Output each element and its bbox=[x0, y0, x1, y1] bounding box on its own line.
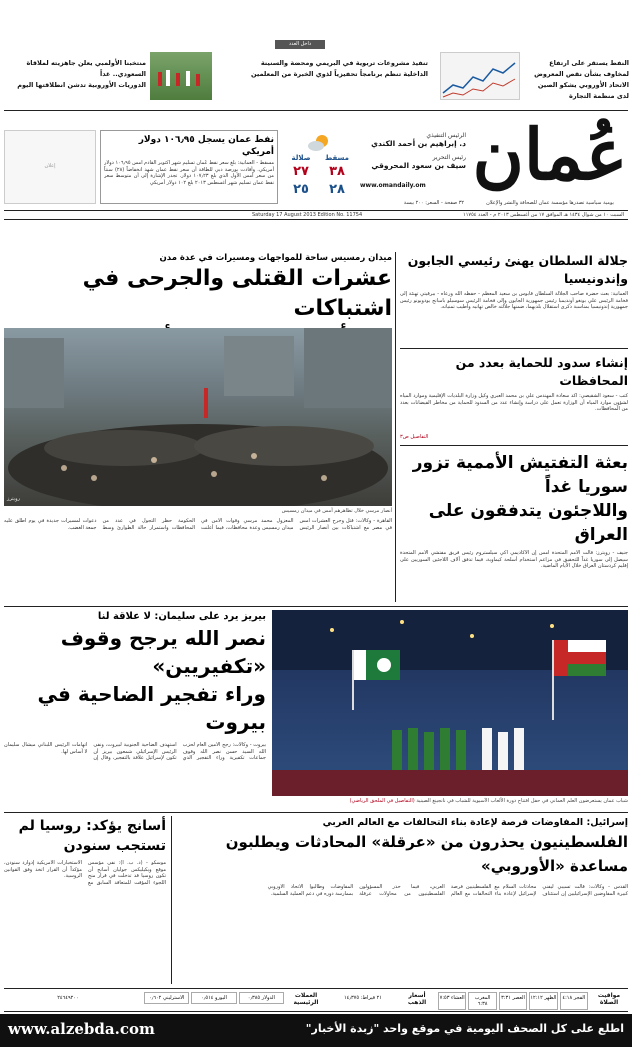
prayer-times bbox=[438, 992, 588, 1010]
prayer-time: العصر ٣:٣١ bbox=[499, 992, 527, 1010]
editor-title: رئيس التحرير bbox=[432, 154, 466, 161]
teaser-item[interactable]: الاتحاد الأوروبي يشكو الصين لدى منظمة التجارة bbox=[537, 81, 629, 100]
right-column bbox=[400, 252, 628, 604]
story-syria-body: جنيف - رويترز: قالت الأمم المتحدة أمس إن الأكاديمي آكي سيلستروم رئيس فريق مفتشي الأمم المتحدة سيصل إلى سوريا غداً للتحقيق في مزاعم استخدام أسلحة كيماوية، فيما تدفق آلاف اللاجئين السوريين على إقليم كردستان العراق خلال الأيام الماضية. bbox=[400, 550, 628, 569]
crowd-photo-icon bbox=[4, 328, 392, 506]
oil-body: مسقط - العمانية: بلغ سعر نفط عُمان تسليم شهر أكتوبر القادم أمس ١٠٦٫٩٥ دولار أمريكي. وأفادت بورصة دبي للطاقة أن سعر نفط عمان شهد انخفاضاً (٢٨) سنتاً من سعر أمس الأول الذي بلغ ١٠٧٫٢٣ دولار. تجدر الإشارة إلى أن متوسط سعر نفط عمان تسليم شهر أغسطس ٢٠١٣ بلغ ١٠٢ دولار أمريكي bbox=[104, 160, 274, 186]
teaser-item[interactable]: تنفيذ مشروعات تربوية في البريمي ومحضة والسنينة bbox=[260, 59, 428, 67]
newspaper-logo: عُمان bbox=[472, 113, 628, 196]
lead-photo bbox=[4, 328, 392, 506]
teaser-right bbox=[524, 58, 629, 102]
ceo-name: د. إبراهيم بن أحمد الكندي bbox=[371, 139, 466, 148]
israel-headline[interactable]: الفلسطينيون يحذرون من «عرقلة» المحادثات ويطلبون مساعدة «الأوروبي» bbox=[225, 833, 628, 875]
website-link[interactable]: www.omandaily.om bbox=[360, 182, 426, 189]
oil-headline[interactable]: نفط عمان يسجل ١٠٦٫٩٥ دولار أمريكي bbox=[138, 135, 274, 157]
currency-rate: اليورو ٠٫٥١٤ bbox=[191, 992, 236, 1004]
israel-body: القدس - وكالات: قالت تسيبي ليفني كبيرة المفاوضين الإسرائيليين إن استئناف محادثات السلام مع الفلسطينيين فرصة لإسرائيل لإعادة بناء التحالفات مع العالم العربي، فيما حذر المسؤولون الفلسطينيون من محاولات عرقلة المفاوضات وطالبوا الاتحاد الأوروبي بممارسة دوره في دعم العملية السلمية. bbox=[267, 884, 628, 897]
hezbollah-body: بيروت - وكالات: رجح الأمين العام لحزب الله السيد حسن نصر الله وقوف جماعات تكفيرية وراء التفجير الذي استهدف الضاحية الجنوبية لبيروت، ونفى الرئيس الإسرائيلي شمعون بيريز أن تكون لإسرائيل علاقة بالتفجير، وقال إن اتهامات الرئيس اللبناني ميشال سليمان لا أساس لها. bbox=[4, 742, 266, 761]
pages-price: ٣٢ صفحة - السعر: ٢٠٠ بيسة bbox=[403, 200, 465, 206]
story-syria-headline-2[interactable]: واللاجئون يتدفقون على العراق bbox=[428, 501, 628, 545]
sun-cloud-icon bbox=[306, 132, 332, 152]
story-sultan-body: العمانية: بعث حضرة صاحب الجلالة السلطان قابوس بن سعيد المعظم - حفظه الله ورعاه - ببرقيتي تهنئة إلى فخامة الرئيس علي بونغو أونديمبا رئيس جمهورية الجابون وإلى فخامة الرئيس سوسيلو بامبانج يودويونو رئيس جمهورية إندونيسيا بمناسبة ذكرى استقلال بلديهما، ضمنها جلالته خالص تهانيه وأطيب تمنياته. bbox=[400, 291, 628, 310]
prayer-time: المغرب ٦:٣٨ bbox=[468, 992, 496, 1010]
footer-url[interactable]: www.alzebda.com bbox=[8, 1020, 155, 1038]
story-syria-headline-1[interactable]: بعثة التفتيش الأممية تزور سوريا غداً bbox=[412, 453, 628, 497]
assange-headline-2[interactable]: تستجب سنودن bbox=[63, 838, 166, 854]
players-icon bbox=[150, 52, 212, 100]
assange-body: موسكو - (د. ب. أ): نفى مؤسس موقع ويكيليكس جوليان أسانج أن تكون روسيا قد تدخلت في قرار منح اللجوء المؤقت للمتعاقد السابق مع الاستخبارات الأمريكية إدوارد سنودن، مؤكداً أن القرار اتخذ وفق القوانين الروسية. bbox=[4, 860, 166, 886]
date-line bbox=[4, 210, 628, 220]
teaser-item[interactable]: منتخبنا الأولمبي يعلن جاهزيته لملاقاة السعودي.. غداً bbox=[26, 59, 146, 78]
prayer-time: الفجر ٤:١٨ bbox=[560, 992, 588, 1010]
story-dams-more[interactable]: التفاصيل ص٣ bbox=[400, 434, 429, 440]
footer-banner[interactable] bbox=[0, 1014, 632, 1047]
gold-label: أسعار الذهب bbox=[407, 992, 427, 1006]
editor-name: سيف بن سعود المحروقي bbox=[371, 161, 466, 170]
divider bbox=[400, 445, 628, 446]
opening-ceremony-icon bbox=[272, 610, 628, 796]
masthead bbox=[0, 112, 632, 242]
teaser-left bbox=[4, 58, 146, 91]
date-arabic: السبت ١٠ من شوال ١٤٣٤ هـ الموافق ١٧ من أغسطس ٢٠١٣ م - العدد ١١٧٥٤ bbox=[463, 212, 624, 218]
hezbollah-story bbox=[4, 610, 266, 810]
sports-caption bbox=[272, 798, 628, 804]
phone-number: ٢٤٦٤٩٢٠٠ bbox=[57, 995, 79, 1001]
info-bar bbox=[4, 988, 628, 1012]
divider bbox=[4, 110, 628, 111]
prayer-label: مواقيت الصلاة bbox=[597, 992, 621, 1006]
weather-high-muscat: ٣٨ bbox=[329, 164, 345, 179]
hezbollah-headline-2[interactable]: وراء تفجير الضاحية في بيروت bbox=[37, 682, 266, 734]
top-teasers bbox=[0, 40, 632, 106]
story-dams-headline[interactable]: إنشاء سدود للحماية بعدد من المحافظات bbox=[455, 355, 628, 388]
sports-photo bbox=[272, 610, 628, 796]
weather-low-salalah: ٢٥ bbox=[293, 182, 309, 197]
weather-high-salalah: ٢٧ bbox=[293, 164, 309, 179]
sports-caption-more[interactable]: (التفاصيل في الملحق الرياضي) bbox=[349, 798, 415, 804]
currency-label: العملات الرئيسية bbox=[293, 992, 319, 1006]
lead-kicker: ميدان رمسيس ساحة للمواجهات ومسيرات في عدة مدن bbox=[159, 253, 392, 263]
sports-caption-text: شباب عمان يستعرضون العلم العماني في حفل افتتاح دورة الألعاب الآسيوية للشباب في نانجينغ الصينية bbox=[416, 798, 628, 804]
column-divider bbox=[171, 816, 172, 984]
ceo-title: الرئيس التنفيذي bbox=[426, 132, 466, 139]
ad-card[interactable] bbox=[4, 130, 96, 204]
israel-story bbox=[176, 816, 628, 986]
weather-box bbox=[282, 132, 356, 202]
lead-body: القاهرة - وكالات: قتل وجرح العشرات أمس في مصر مع اشتباكات بين أنصار الرئيس المعزول محمد مرسي وقوات الأمن في ميدان رمسيس وعدة محافظات، فيما أعلنت الحكومة حظر التجول في عدد من المحافظات واستمرار حالة الطوارئ وسط دعوات لمسيرات جديدة في يوم أطلق عليه جمعة الغضب. bbox=[4, 518, 392, 531]
prayer-time: العشاء ٧:٥٣ bbox=[438, 992, 466, 1010]
teaser-middle bbox=[218, 58, 428, 80]
column-divider bbox=[395, 252, 396, 602]
date-english: Saturday 17 August 2013 Edition No. 11754 bbox=[252, 212, 363, 218]
photo-credit: رويترز bbox=[7, 496, 20, 502]
divider bbox=[400, 348, 628, 349]
football-thumbnail bbox=[150, 52, 212, 100]
lead-story bbox=[4, 252, 392, 604]
lead-photo-caption: أنصار مرسي خلال تظاهرهم أمس في ميدان رمسيس bbox=[281, 508, 392, 514]
hezbollah-headline-1[interactable]: نصر الله يرجح وقوف «تكفيريين» bbox=[60, 626, 266, 678]
divider bbox=[4, 606, 628, 607]
masthead-subtitle: يومية سياسية تصدرها مؤسسة عمان للصحافة والنشر والإعلان bbox=[486, 200, 614, 206]
gold-value: ٢١ قيراط: ١٤٫٣٧٥ bbox=[344, 995, 382, 1001]
assange-story bbox=[4, 816, 166, 986]
weather-city-muscat: مسقط bbox=[325, 154, 349, 162]
weather-low-muscat: ٢٨ bbox=[329, 182, 345, 197]
ad-label: إعلان bbox=[44, 163, 56, 169]
currency-rate: الدولار ٠٫٣٨٥ bbox=[239, 992, 284, 1004]
currency-values bbox=[144, 992, 284, 1004]
divider bbox=[4, 812, 628, 813]
chart-thumbnail bbox=[440, 52, 520, 100]
index-label: داخل العدد bbox=[275, 40, 325, 49]
weather-city-salalah: صلالة bbox=[291, 154, 311, 162]
assange-headline-1[interactable]: أسانج يؤكد: روسيا لم bbox=[18, 818, 166, 834]
currency-rate: الاسترليني ٠٫٦٠٢ bbox=[144, 992, 189, 1004]
oil-box bbox=[100, 130, 278, 204]
chart-icon bbox=[440, 53, 519, 100]
teaser-item[interactable]: النفط يستقر على ارتفاع لمخاوف بشأن نقص المعروض bbox=[534, 59, 629, 78]
israel-kicker: إسرائيل: المفاوضات فرصة لإعادة بناء التحالفات مع العالم العربي bbox=[322, 817, 628, 828]
lead-headline-1[interactable]: عشرات القتلى والجرحى في اشتباكات bbox=[82, 266, 392, 321]
story-dams-body: كتب - سعود الشقيصي: أكد سعادة المهندس علي بن محمد العبري وكيل وزارة البلديات الإقليمية وموارد المياه لشؤون موارد المياه أن الوزارة تعمل على دراسة وإنشاء عدد من السدود للحماية من مخاطر الفيضانات بعدد من المحافظات. bbox=[400, 393, 628, 412]
teaser-item[interactable]: الداخلية تنظم برنامجاً تحفيزياً لذوي الخبرة من المعلمين bbox=[250, 70, 428, 78]
teaser-item[interactable]: الدوريات الأوروبية تدشن انطلاقتها اليوم bbox=[17, 81, 146, 89]
footer-slogan: اطلع على كل الصحف اليومية في موقع واحد "زبدة الأخبار" bbox=[305, 1022, 624, 1035]
prayer-time: الظهر ١٢:١٢ bbox=[529, 992, 557, 1010]
hezbollah-kicker: بيريز يرد على سليمان: لا علاقة لنا bbox=[97, 611, 266, 622]
staff-box bbox=[360, 132, 466, 189]
story-sultan-headline[interactable]: جلالة السلطان يهنئ رئيسي الجابون وإندونيسيا bbox=[407, 253, 628, 286]
